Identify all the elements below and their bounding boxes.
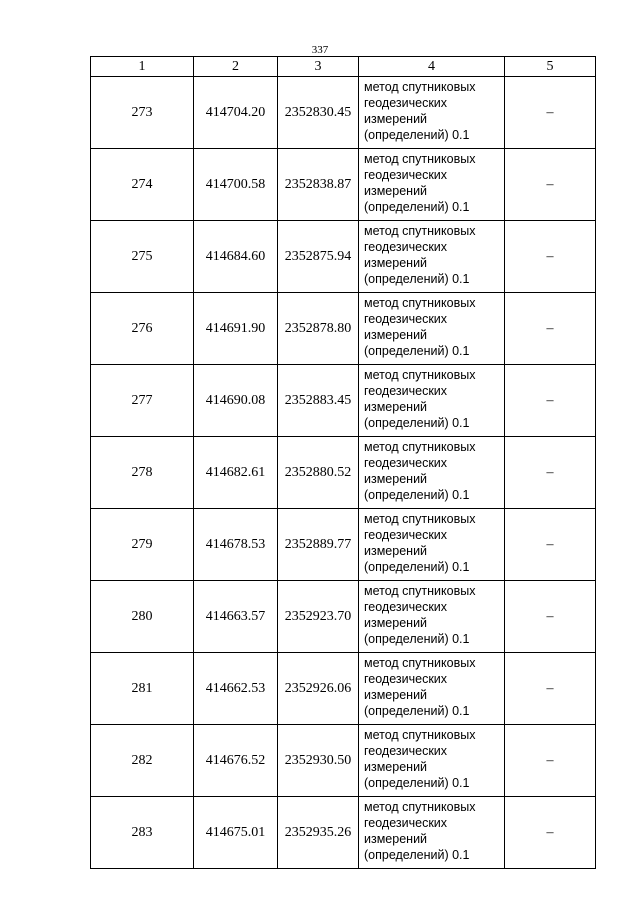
- x-coordinate-cell: 414682.61: [194, 437, 278, 509]
- method-line: метод спутниковых: [364, 368, 476, 382]
- method-line: измерений: [364, 472, 428, 486]
- x-coordinate-cell: 414690.08: [194, 365, 278, 437]
- method-line: метод спутниковых: [364, 80, 476, 94]
- y-coordinate-cell: 2352880.52: [278, 437, 359, 509]
- table-row: [91, 221, 596, 293]
- x-coordinate-cell: 414678.53: [194, 509, 278, 581]
- method-line: измерений: [364, 112, 428, 126]
- method-line: измерений: [364, 760, 428, 774]
- note-cell: –: [505, 77, 596, 149]
- method-line: (определений) 0.1: [364, 560, 470, 574]
- method-line: метод спутниковых: [364, 800, 476, 814]
- y-coordinate-cell: 2352930.50: [278, 725, 359, 797]
- table-header: [91, 57, 596, 77]
- method-line: (определений) 0.1: [364, 632, 470, 646]
- method-line: (определений) 0.1: [364, 488, 470, 502]
- point-number-cell: 280: [91, 581, 194, 653]
- method-line: (определений) 0.1: [364, 128, 470, 142]
- method-line: геодезических: [364, 312, 448, 326]
- method-line: метод спутниковых: [364, 512, 476, 526]
- method-line: (определений) 0.1: [364, 272, 470, 286]
- column-header-5: 5: [505, 57, 596, 77]
- method-line: метод спутниковых: [364, 440, 476, 454]
- method-line: геодезических: [364, 672, 448, 686]
- method-cell: [359, 77, 505, 149]
- method-line: геодезических: [364, 600, 448, 614]
- note-cell: –: [505, 437, 596, 509]
- method-line: (определений) 0.1: [364, 704, 470, 718]
- table-row: [91, 797, 596, 869]
- note-cell: –: [505, 365, 596, 437]
- table-row: [91, 509, 596, 581]
- method-cell: [359, 509, 505, 581]
- point-number-cell: 276: [91, 293, 194, 365]
- method-line: измерений: [364, 256, 428, 270]
- note-cell: –: [505, 293, 596, 365]
- coordinates-table: [90, 56, 596, 869]
- method-cell: [359, 581, 505, 653]
- point-number-cell: 283: [91, 797, 194, 869]
- method-line: метод спутниковых: [364, 728, 476, 742]
- method-cell: [359, 797, 505, 869]
- point-number-cell: 274: [91, 149, 194, 221]
- method-cell: [359, 437, 505, 509]
- method-line: измерений: [364, 400, 428, 414]
- method-line: измерений: [364, 184, 428, 198]
- method-line: геодезических: [364, 816, 448, 830]
- method-line: метод спутниковых: [364, 584, 476, 598]
- point-number-cell: 282: [91, 725, 194, 797]
- point-number-cell: 275: [91, 221, 194, 293]
- point-number-cell: 277: [91, 365, 194, 437]
- method-cell: [359, 365, 505, 437]
- column-header-4: 4: [359, 57, 505, 77]
- y-coordinate-cell: 2352889.77: [278, 509, 359, 581]
- method-line: измерений: [364, 328, 428, 342]
- table-row: [91, 77, 596, 149]
- method-line: геодезических: [364, 744, 448, 758]
- column-header-1: 1: [91, 57, 194, 77]
- method-cell: [359, 221, 505, 293]
- table-row: [91, 725, 596, 797]
- method-line: геодезических: [364, 96, 448, 110]
- method-line: измерений: [364, 616, 428, 630]
- table-body: [91, 77, 596, 869]
- method-cell: [359, 293, 505, 365]
- note-cell: –: [505, 581, 596, 653]
- table-row: [91, 437, 596, 509]
- method-line: геодезических: [364, 240, 448, 254]
- x-coordinate-cell: 414675.01: [194, 797, 278, 869]
- note-cell: –: [505, 797, 596, 869]
- y-coordinate-cell: 2352923.70: [278, 581, 359, 653]
- x-coordinate-cell: 414684.60: [194, 221, 278, 293]
- y-coordinate-cell: 2352878.80: [278, 293, 359, 365]
- x-coordinate-cell: 414704.20: [194, 77, 278, 149]
- method-cell: [359, 149, 505, 221]
- table-row: [91, 653, 596, 725]
- y-coordinate-cell: 2352830.45: [278, 77, 359, 149]
- method-line: (определений) 0.1: [364, 200, 470, 214]
- method-line: измерений: [364, 544, 428, 558]
- method-line: геодезических: [364, 168, 448, 182]
- y-coordinate-cell: 2352838.87: [278, 149, 359, 221]
- method-line: (определений) 0.1: [364, 416, 470, 430]
- point-number-cell: 279: [91, 509, 194, 581]
- y-coordinate-cell: 2352883.45: [278, 365, 359, 437]
- method-line: (определений) 0.1: [364, 848, 470, 862]
- x-coordinate-cell: 414663.57: [194, 581, 278, 653]
- method-line: измерений: [364, 688, 428, 702]
- column-header-3: 3: [278, 57, 359, 77]
- table-row: [91, 293, 596, 365]
- page-number: 337: [311, 44, 329, 56]
- method-line: метод спутниковых: [364, 224, 476, 238]
- note-cell: –: [505, 653, 596, 725]
- note-cell: –: [505, 149, 596, 221]
- y-coordinate-cell: 2352935.26: [278, 797, 359, 869]
- note-cell: –: [505, 509, 596, 581]
- method-line: (определений) 0.1: [364, 344, 470, 358]
- point-number-cell: 278: [91, 437, 194, 509]
- table-row: [91, 149, 596, 221]
- method-cell: [359, 653, 505, 725]
- header-row: [91, 57, 596, 77]
- table-row: [91, 581, 596, 653]
- x-coordinate-cell: 414700.58: [194, 149, 278, 221]
- method-line: измерений: [364, 832, 428, 846]
- method-line: геодезических: [364, 456, 448, 470]
- method-cell: [359, 725, 505, 797]
- method-line: геодезических: [364, 528, 448, 542]
- y-coordinate-cell: 2352926.06: [278, 653, 359, 725]
- x-coordinate-cell: 414676.52: [194, 725, 278, 797]
- method-line: метод спутниковых: [364, 296, 476, 310]
- x-coordinate-cell: 414691.90: [194, 293, 278, 365]
- method-line: (определений) 0.1: [364, 776, 470, 790]
- point-number-cell: 281: [91, 653, 194, 725]
- y-coordinate-cell: 2352875.94: [278, 221, 359, 293]
- method-line: метод спутниковых: [364, 656, 476, 670]
- column-header-2: 2: [194, 57, 278, 77]
- note-cell: –: [505, 221, 596, 293]
- point-number-cell: 273: [91, 77, 194, 149]
- note-cell: –: [505, 725, 596, 797]
- method-line: метод спутниковых: [364, 152, 476, 166]
- table-row: [91, 365, 596, 437]
- x-coordinate-cell: 414662.53: [194, 653, 278, 725]
- method-line: геодезических: [364, 384, 448, 398]
